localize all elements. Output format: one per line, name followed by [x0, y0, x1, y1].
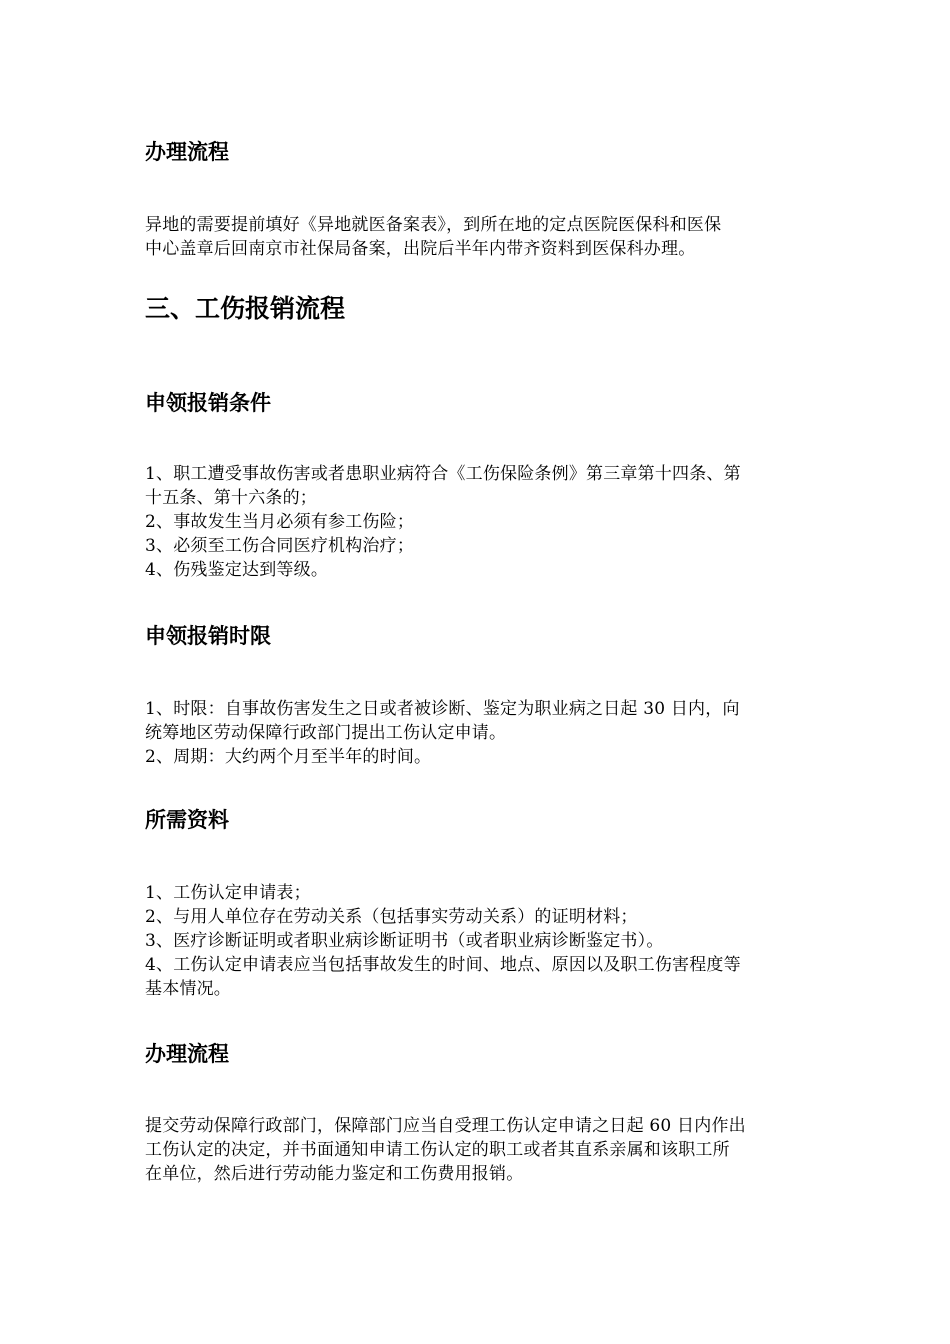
text-line: 工伤认定的决定，并书面通知申请工伤认定的职工或者其直系亲属和该职工所 [145, 1140, 730, 1160]
list-item: 4、工伤认定申请表应当包括事故发生的时间、地点、原因以及职工伤害程度等 [145, 955, 741, 975]
list-item: 基本情况。 [145, 979, 231, 999]
list-item: 3、医疗诊断证明或者职业病诊断证明书（或者职业病诊断鉴定书）。 [145, 931, 664, 951]
conditions-heading: 申领报销条件 [145, 391, 271, 415]
list-item: 统筹地区劳动保障行政部门提出工伤认定申请。 [145, 723, 507, 743]
injury-process-heading: 办理流程 [145, 1042, 229, 1066]
list-item: 2、周期：大约两个月至半年的时间。 [145, 747, 432, 767]
list-item: 2、与用人单位存在劳动关系（包括事实劳动关系）的证明材料； [145, 907, 638, 927]
text-line: 异地的需要提前填好《异地就医备案表》，到所在地的定点医院医保科和医保 [145, 215, 722, 235]
list-item: 十五条、第十六条的； [145, 488, 317, 508]
list-item: 1、工伤认定申请表； [145, 883, 311, 903]
list-item: 1、职工遭受事故伤害或者患职业病符合《工伤保险条例》第三章第十四条、第 [145, 464, 741, 484]
list-item: 1、时限：自事故伤害发生之日或者被诊断、鉴定为职业病之日起 30 日内，向 [145, 699, 740, 719]
medical-process-paragraph [145, 213, 810, 261]
list-item: 2、事故发生当月必须有参工伤险； [145, 512, 415, 532]
time-limit-heading: 申领报销时限 [145, 624, 271, 648]
chapter-three-title: 三、工伤报销流程 [145, 294, 346, 323]
list-item: 3、必须至工伤合同医疗机构治疗； [145, 536, 415, 556]
injury-process-paragraph [145, 1114, 810, 1186]
time-limit-list [145, 697, 810, 769]
text-line: 在单位，然后进行劳动能力鉴定和工伤费用报销。 [145, 1164, 524, 1184]
text-line: 提交劳动保障行政部门，保障部门应当自受理工伤认定申请之日起 60 日内作出 [145, 1116, 746, 1136]
text-line: 中心盖章后回南京市社保局备案，出院后半年内带齐资料到医保科办理。 [145, 239, 696, 259]
materials-list [145, 881, 810, 1001]
conditions-list [145, 462, 810, 582]
materials-heading: 所需资料 [145, 808, 229, 832]
list-item: 4、伤残鉴定达到等级。 [145, 560, 329, 580]
medical-process-heading: 办理流程 [145, 140, 229, 164]
